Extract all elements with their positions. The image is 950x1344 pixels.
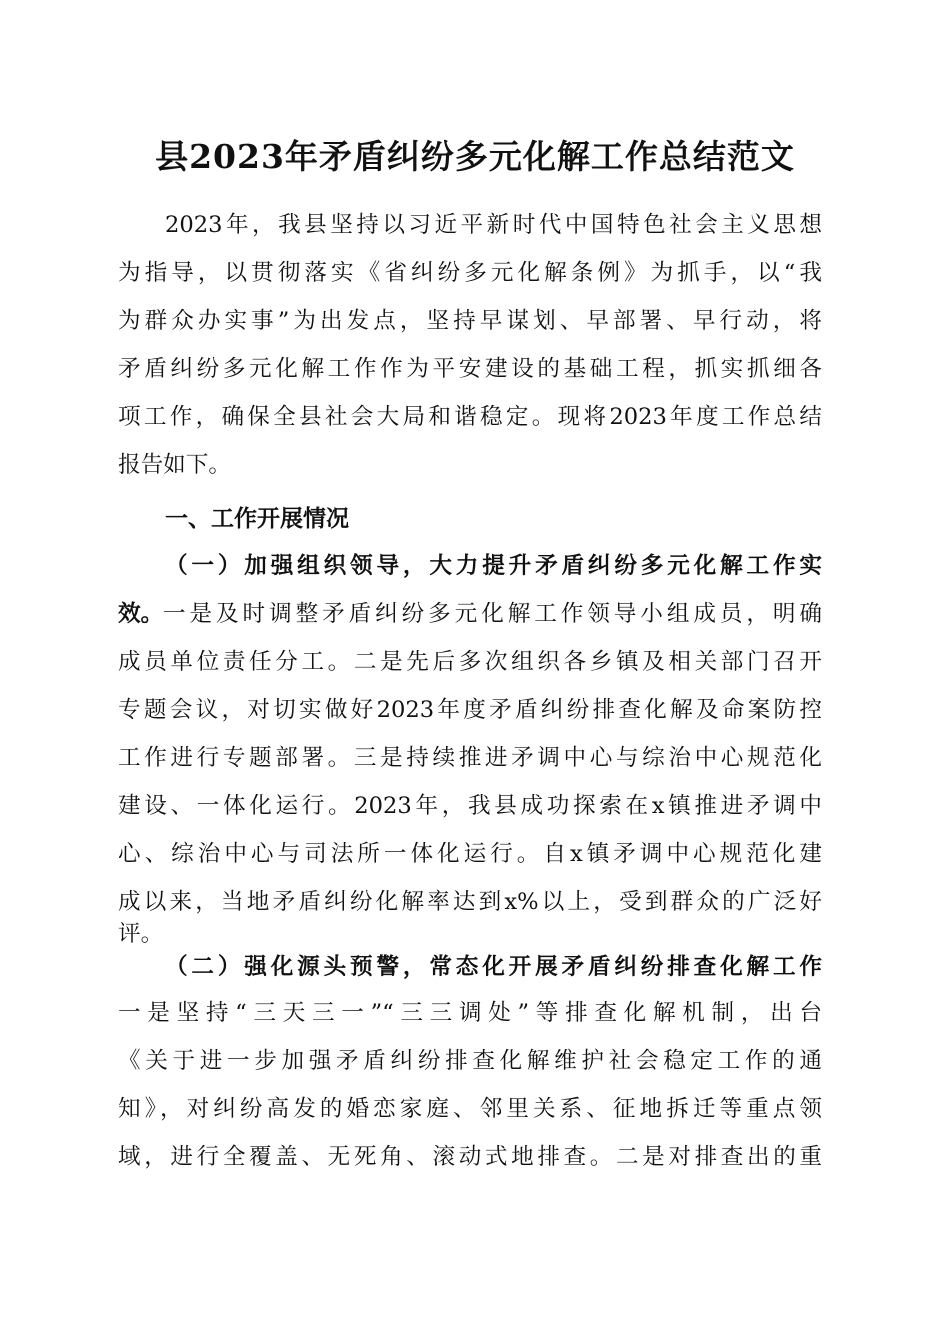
intro-line-3: 为群众办实事”为出发点，坚持早谋划、早部署、早行动，将 bbox=[118, 308, 822, 334]
intro-line-2: 为指导，以贯彻落实《省纠纷多元化解条例》为抓手，以“我 bbox=[118, 260, 822, 286]
document-title: 县2023年矛盾纠纷多元化解工作总结范文 bbox=[155, 137, 795, 176]
subsection-2-line-2: 一是坚持“三天三一”“三三调处”等排查化解机制，出台 bbox=[118, 1000, 822, 1026]
subsection-1-line-4: 专题会议，对切实做好2023年度矛盾纠纷排查化解及命案防控 bbox=[118, 697, 822, 723]
subsection-1-heading-end: 效。 bbox=[118, 601, 164, 627]
intro-line-4: 矛盾纠纷多元化解工作作为平安建设的基础工程，抓实抓细各 bbox=[118, 356, 822, 382]
subsection-1-line-8: 成以来，当地矛盾纠纷化解率达到x%以上，受到群众的广泛好 bbox=[118, 889, 822, 915]
subsection-1-line-3: 成员单位责任分工。二是先后多次组织各乡镇及相关部门召开 bbox=[118, 649, 822, 675]
subsection-2-heading: （二）强化源头预警，常态化开展矛盾纠纷排查化解工作 bbox=[165, 954, 822, 980]
subsection-1-heading: （一）加强组织领导，大力提升矛盾纠纷多元化解工作实 bbox=[165, 553, 822, 579]
intro-line-5: 项工作，确保全县社会大局和谐稳定。现将2023年度工作总结 bbox=[118, 404, 822, 430]
subsection-2-line-4: 知》，对纠纷高发的婚恋家庭、邻里关系、征地拆迁等重点领 bbox=[118, 1096, 822, 1122]
subsection-1-line-5: 工作进行专题部署。三是持续推进矛调中心与综治中心规范化 bbox=[118, 745, 822, 771]
subsection-1-line-6: 建设、一体化运行。2023年，我县成功探索在x镇推进矛调中 bbox=[118, 793, 822, 819]
subsection-2-line-3: 《关于进一步加强矛盾纠纷排查化解维护社会稳定工作的通 bbox=[118, 1048, 822, 1074]
subsection-2-line-5: 域，进行全覆盖、无死角、滚动式地排查。二是对排查出的重 bbox=[118, 1144, 822, 1170]
subsection-1-line-7: 心、综治中心与司法所一体化运行。自x镇矛调中心规范化建 bbox=[118, 841, 822, 867]
intro-line-1: 2023年，我县坚持以习近平新时代中国特色社会主义思想 bbox=[165, 212, 822, 238]
subsection-1-line-2: 一是及时调整矛盾纠纷多元化解工作领导小组成员，明确 bbox=[163, 601, 822, 627]
section-heading-1: 一、工作开展情况 bbox=[165, 505, 349, 532]
intro-line-6: 报告如下。 bbox=[118, 452, 231, 478]
subsection-1-line-9: 评。 bbox=[118, 921, 164, 947]
